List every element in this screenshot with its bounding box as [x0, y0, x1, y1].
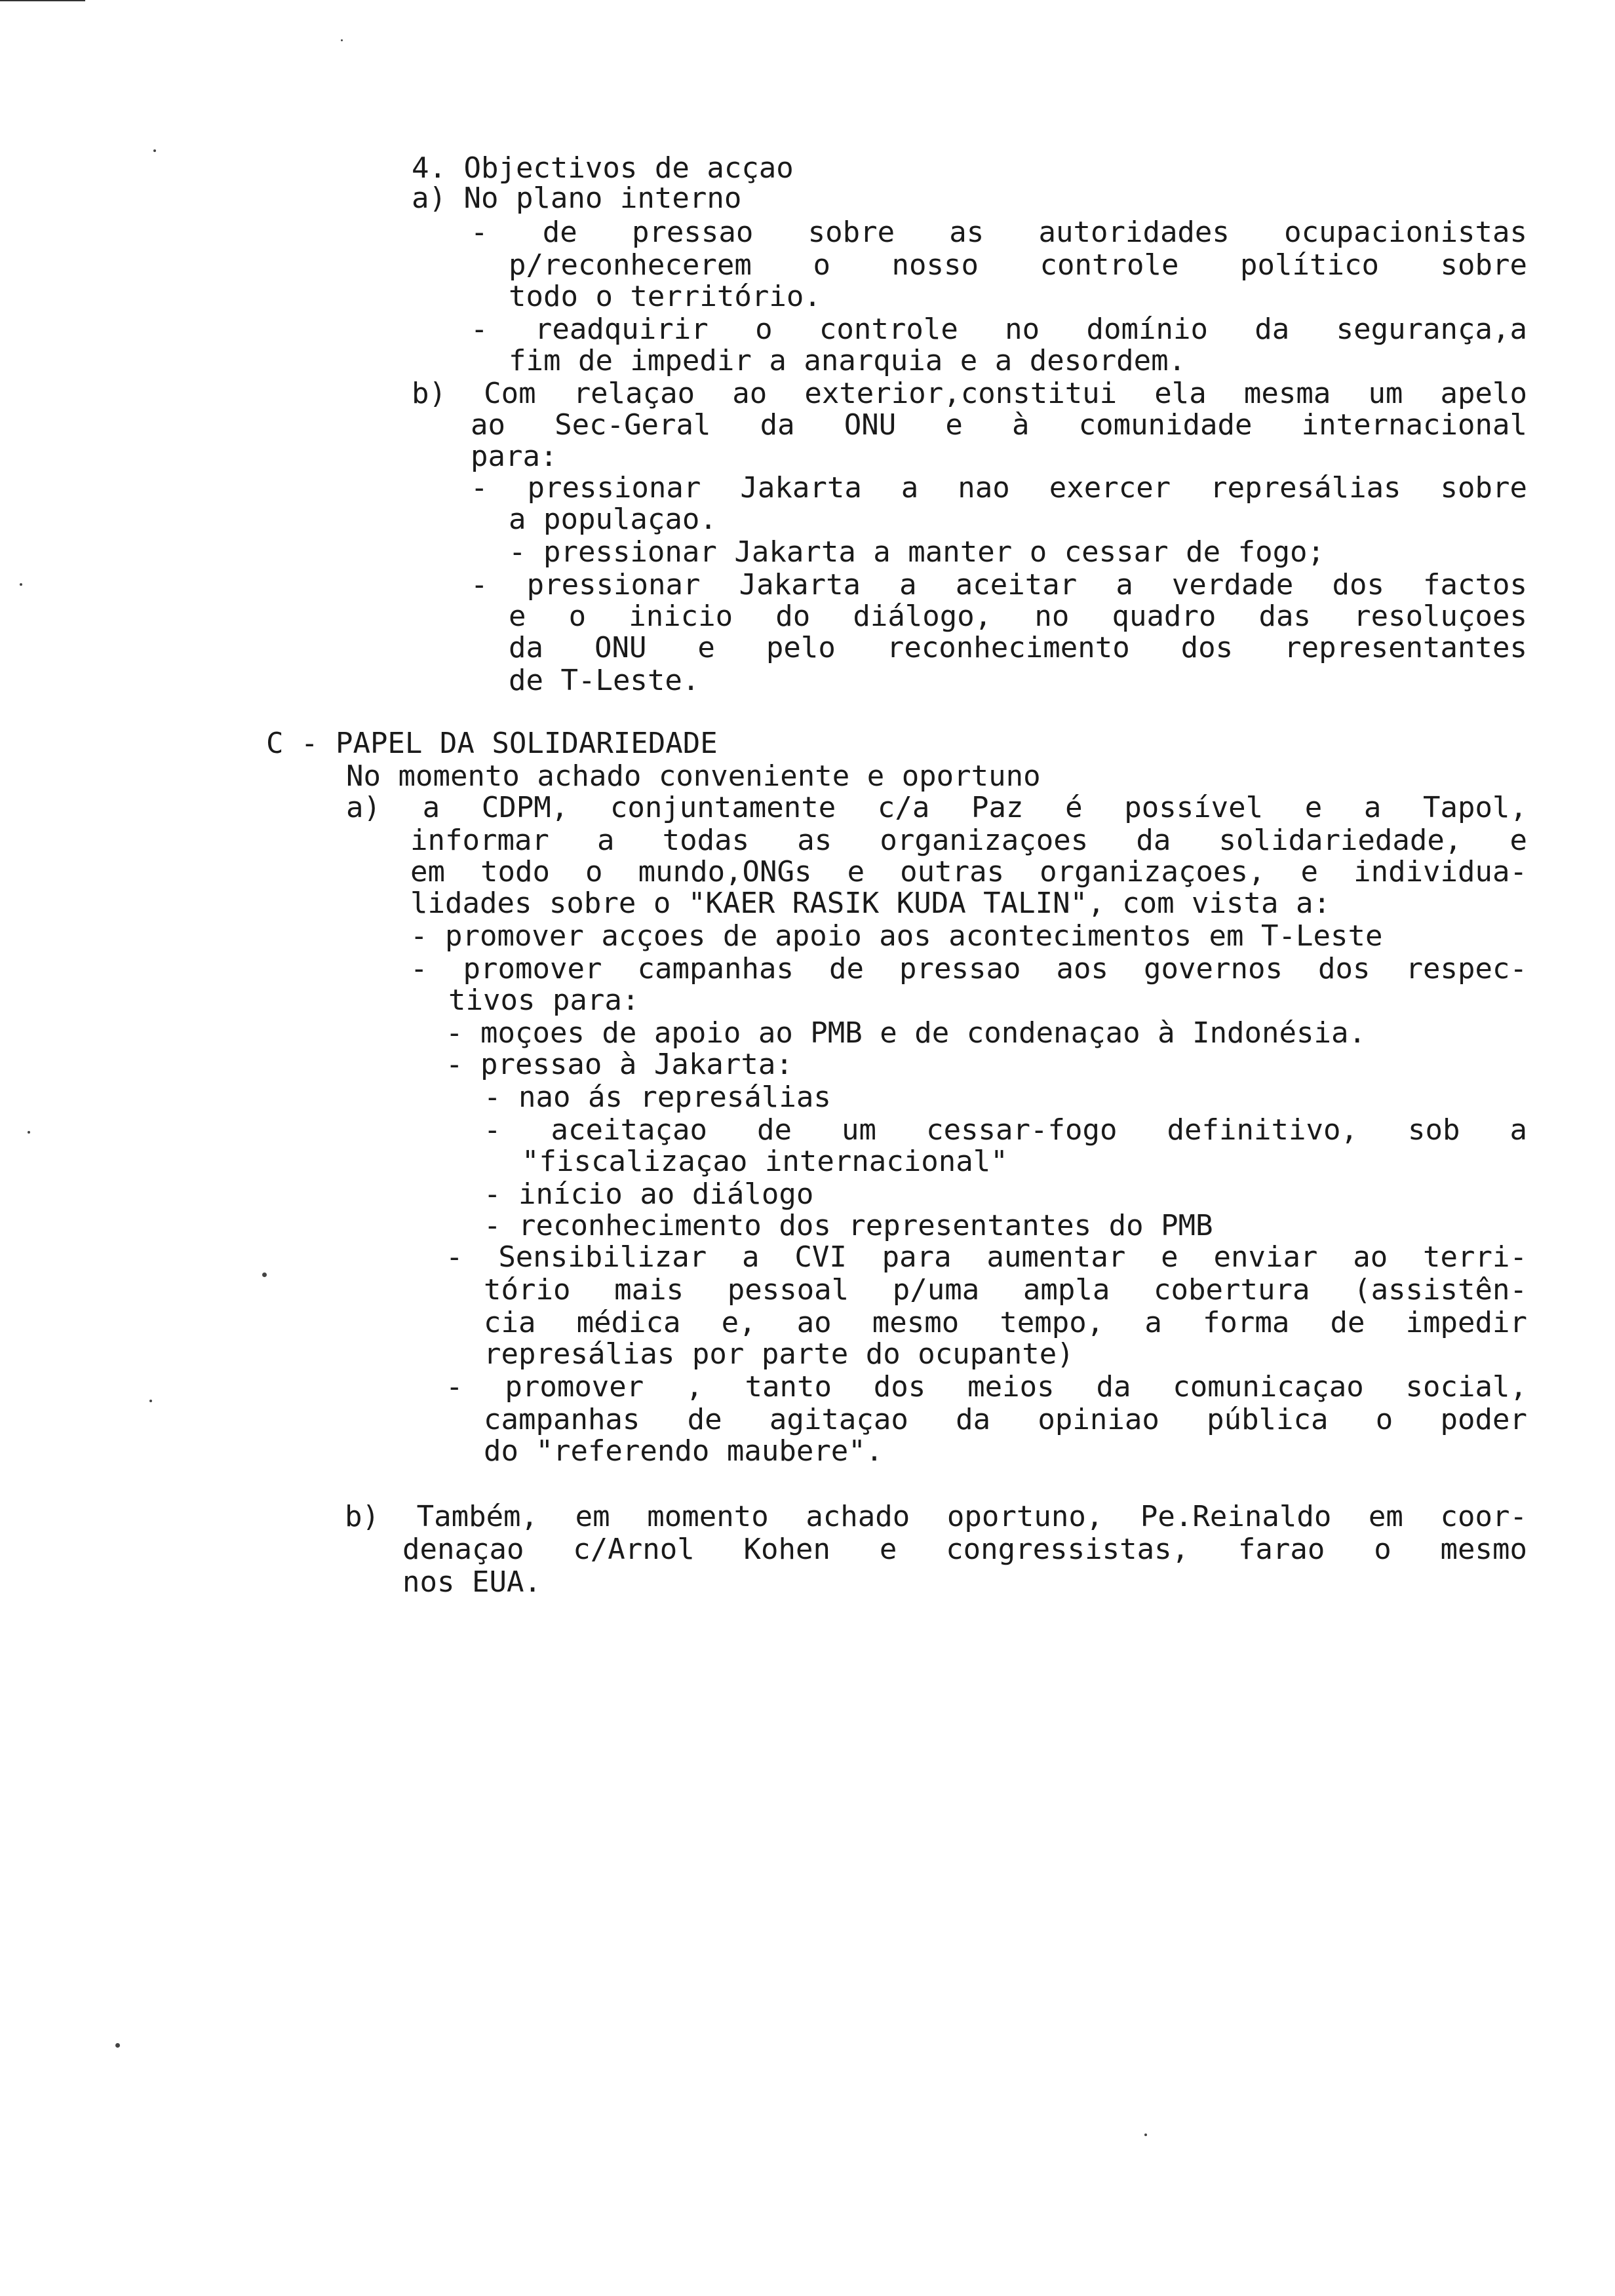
scan-speck	[341, 39, 343, 41]
list-item: - promover campanhas de pressao aos governos dos respec-	[410, 952, 1527, 985]
list-item: - pressionar Jakarta a aceitar a verdade dos factos	[471, 568, 1527, 602]
list-item: - reconhecimento dos representantes do PMB	[484, 1209, 1213, 1242]
scan-speck	[262, 1272, 267, 1277]
list-item: e o inicio do diálogo, no quadro das resoluçoes	[509, 600, 1527, 633]
list-item: - moçoes de apoio ao PMB e de condenaçao à Indonésia.	[446, 1016, 1366, 1050]
paragraph-line: em todo o mundo,ONGs e outras organizaçoes, e individua-	[410, 855, 1527, 889]
section-c-intro: No momento achado conveniente e oportuno	[346, 759, 1041, 793]
list-item: todo o território.	[509, 280, 821, 313]
list-item: - Sensibilizar a CVI para aumentar e enviar ao terri-	[446, 1240, 1527, 1274]
list-item: cia médica e, ao mesmo tempo, a forma de impedir	[484, 1306, 1527, 1339]
scan-speck	[28, 1131, 30, 1134]
list-item: a populaçao.	[509, 503, 717, 536]
paragraph-line: a) a CDPM, conjuntamente c/a Paz é possível e a Tapol,	[346, 791, 1527, 824]
subsection-a-title: a) No plano interno	[412, 182, 742, 215]
scan-speck	[115, 2043, 120, 2048]
list-item: de T-Leste.	[509, 664, 700, 697]
paragraph-line: nos EUA.	[402, 1565, 541, 1599]
list-item: - de pressao sobre as autoridades ocupacionistas	[471, 216, 1527, 249]
list-item: "fiscalizaçao internacional"	[522, 1145, 1008, 1178]
paragraph-line: denaçao c/Arnol Kohen e congressistas, farao o mesmo	[402, 1533, 1527, 1566]
paragraph-line: informar a todas as organizaçoes da solidariedade, e	[410, 824, 1527, 857]
list-item: tório mais pessoal p/uma ampla cobertura (assistên-	[484, 1273, 1527, 1307]
list-item: da ONU e pelo reconhecimento dos representantes	[509, 631, 1527, 664]
list-item: - readquirir o controle no domínio da segurança,a	[471, 313, 1527, 346]
paragraph-line: para:	[471, 440, 558, 473]
scan-speck	[153, 149, 156, 152]
list-item: - pressionar Jakarta a nao exercer represálias sobre	[471, 471, 1527, 505]
paragraph-line: ao Sec-Geral da ONU e à comunidade internacional	[471, 408, 1527, 442]
scan-speck	[1144, 2133, 1147, 2136]
scan-speck	[20, 583, 22, 586]
list-item: p/reconhecerem o nosso controle político sobre	[509, 248, 1527, 282]
list-item: tivos para:	[448, 984, 640, 1017]
list-item: - aceitaçao de um cessar-fogo definitivo, sob a	[484, 1113, 1527, 1147]
list-item: - pressionar Jakarta a manter o cessar de fogo;	[509, 535, 1325, 569]
list-item: - promover acçoes de apoio aos acontecimentos em T-Leste	[410, 919, 1383, 953]
list-item: do "referendo maubere".	[484, 1434, 884, 1468]
list-item: fim de impedir a anarquia e a desordem.	[509, 344, 1186, 377]
scan-mark	[0, 0, 85, 1]
list-item: - promover , tanto dos meios da comunicaçao social,	[446, 1370, 1527, 1404]
list-item: - pressao à Jakarta:	[446, 1048, 793, 1081]
list-item: represálias por parte do ocupante)	[484, 1337, 1074, 1371]
paragraph-line: b) Com relaçao ao exterior,constitui ela mesma um apelo	[412, 377, 1527, 410]
list-item: - início ao diálogo	[484, 1177, 814, 1211]
section-4-title: 4. Objectivos de acçao	[412, 151, 794, 185]
paragraph-line: lidades sobre o "KAER RASIK KUDA TALIN", com vista a:	[410, 887, 1331, 920]
scan-speck	[149, 1400, 152, 1402]
list-item: - nao ás represálias	[484, 1081, 831, 1114]
paragraph-line: b) Também, em momento achado oportuno, Pe.Reinaldo em coor-	[345, 1500, 1527, 1533]
section-c-title: C - PAPEL DA SOLIDARIEDADE	[266, 727, 718, 760]
list-item: campanhas de agitaçao da opiniao pública o poder	[484, 1403, 1527, 1436]
